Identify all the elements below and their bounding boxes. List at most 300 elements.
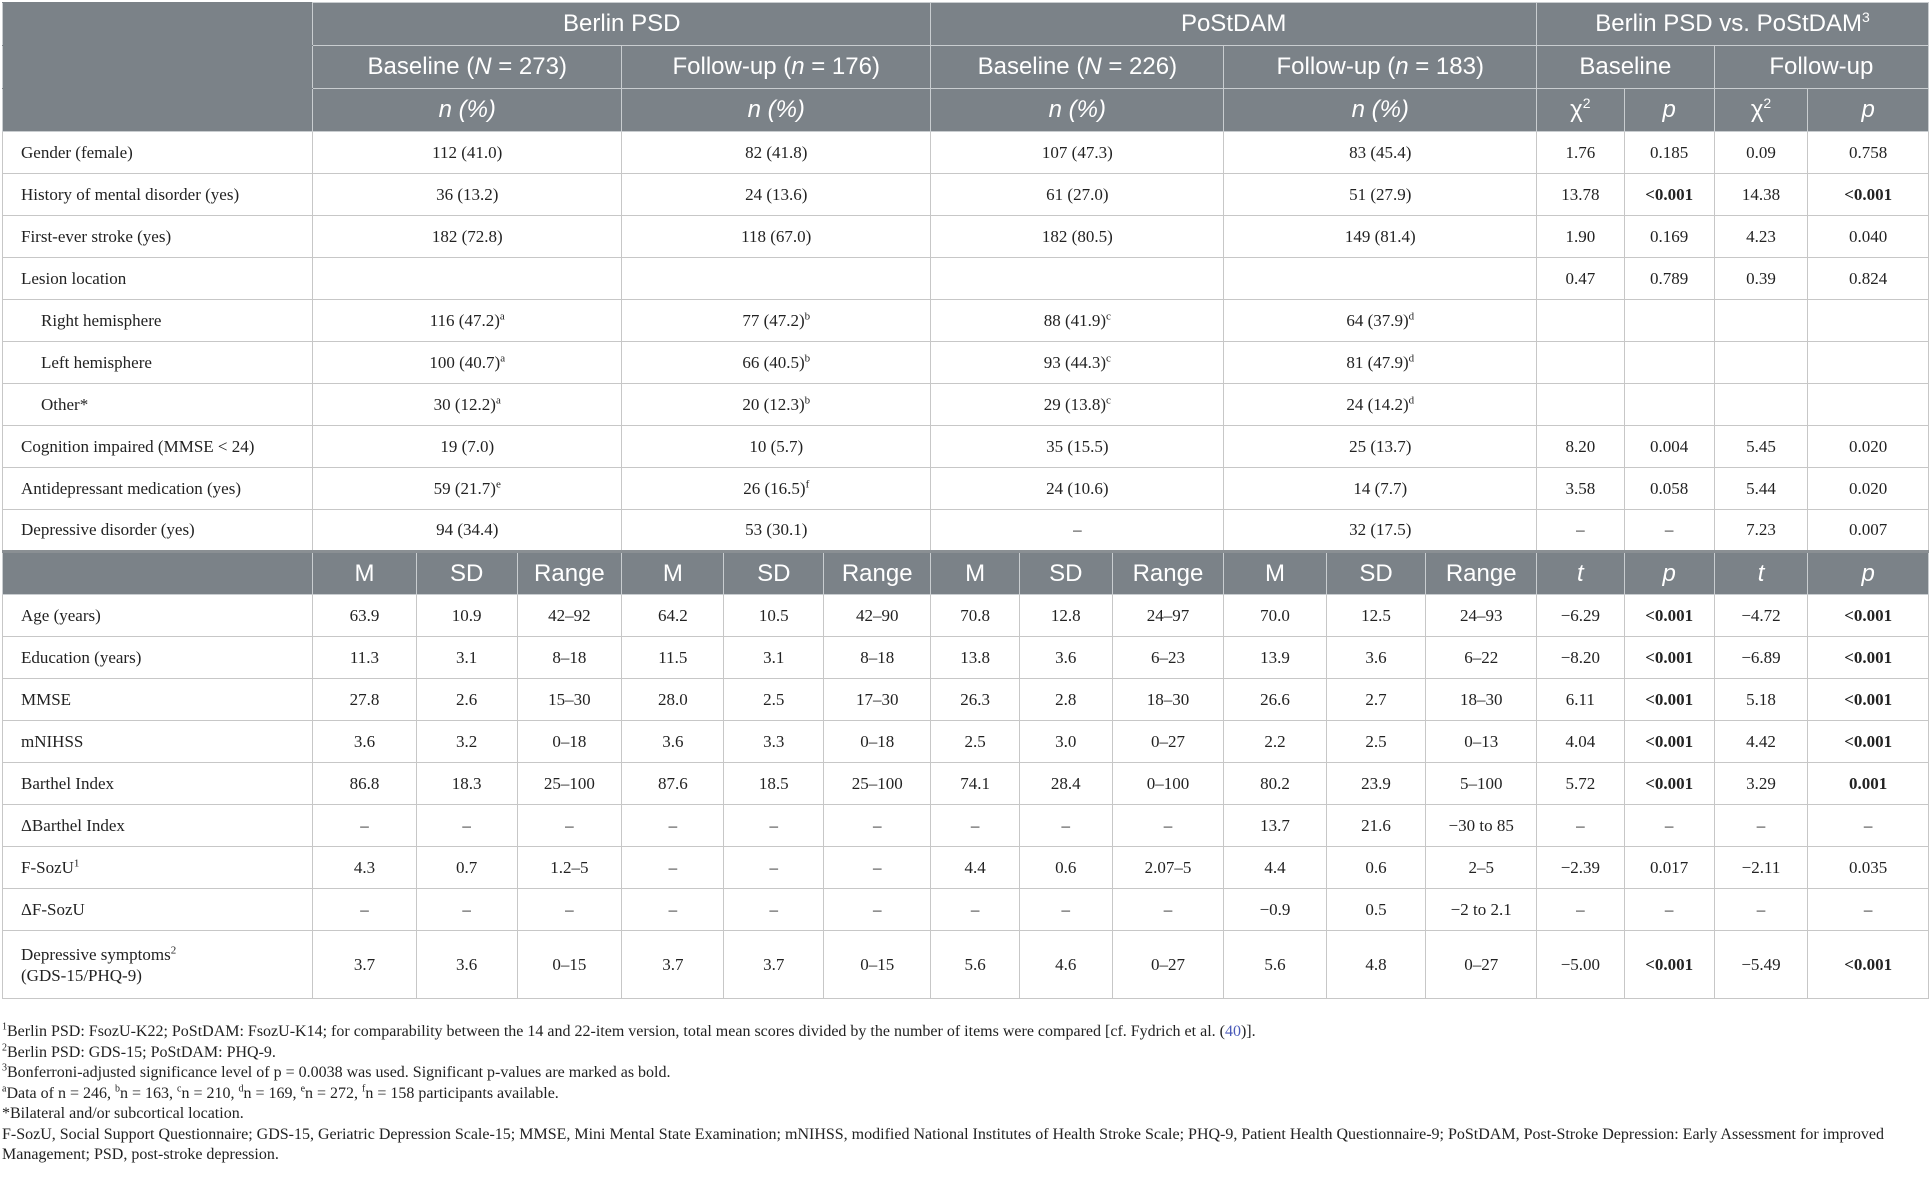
data-cell: 0.6: [1020, 847, 1112, 889]
data-cell: –: [1020, 889, 1112, 931]
data-cell: 6–22: [1426, 637, 1537, 679]
data-cell: 4.4: [931, 847, 1020, 889]
data-cell: <0.001: [1624, 637, 1714, 679]
data-cell: –: [622, 889, 724, 931]
data-cell: 13.7: [1224, 805, 1326, 847]
cell-p-value: 0.758: [1808, 132, 1929, 174]
data-cell: 21.6: [1326, 805, 1426, 847]
data-cell: –: [931, 889, 1020, 931]
cell-chi-square: [1537, 300, 1625, 342]
cell-chi-square: 14.38: [1714, 174, 1808, 216]
data-cell: 2.6: [416, 679, 517, 721]
cell-p-value: –: [1624, 510, 1714, 552]
cell-n-pct: 24 (13.6): [622, 174, 931, 216]
data-cell: 0.017: [1624, 847, 1714, 889]
header-corner: [3, 552, 313, 595]
data-cell: 18–30: [1112, 679, 1224, 721]
table-footnotes: [2, 1022, 1929, 1166]
subgroup-comparison-baseline: Baseline: [1537, 46, 1715, 89]
data-cell: <0.001: [1624, 595, 1714, 637]
cell-n-pct: 59 $(21.7)^e$: [313, 468, 622, 510]
data-cell: 70.0: [1224, 595, 1326, 637]
cell-n-pct: –: [931, 510, 1224, 552]
row-label: Education (years): [3, 637, 313, 679]
table-row: [3, 889, 1929, 931]
table-row: [3, 595, 1929, 637]
data-cell: 13.9: [1224, 637, 1326, 679]
cell-n-pct: 82 (41.8): [622, 132, 931, 174]
data-cell: 4.3: [313, 847, 416, 889]
header-corner: [3, 46, 313, 89]
data-cell: 70.8: [931, 595, 1020, 637]
table-row: [3, 300, 1929, 342]
table-row: [3, 426, 1929, 468]
table-row: [3, 174, 1929, 216]
data-cell: 3.7: [313, 931, 416, 999]
data-cell: –: [824, 889, 931, 931]
data-cell: –: [1624, 805, 1714, 847]
cell-chi-square: [1537, 342, 1625, 384]
table-row: [3, 468, 1929, 510]
cell-chi-square: 1.90: [1537, 216, 1625, 258]
group-postdam: PoStDAM: [931, 3, 1537, 46]
data-cell: –: [724, 805, 824, 847]
data-cell: 3.3: [724, 721, 824, 763]
cell-chi-square: 7.23: [1714, 510, 1808, 552]
data-cell: 64.2: [622, 595, 724, 637]
cell-chi-square: 3.58: [1537, 468, 1625, 510]
cell-chi-square: [1714, 342, 1808, 384]
cell-p-value: 0.824: [1808, 258, 1929, 300]
data-cell: 8–18: [824, 637, 931, 679]
data-cell: 24–93: [1426, 595, 1537, 637]
data-cell: 2.8: [1020, 679, 1112, 721]
data-cell: <0.001: [1808, 637, 1929, 679]
data-cell: 3.1: [724, 637, 824, 679]
data-cell: 74.1: [931, 763, 1020, 805]
data-cell: 4.4: [1224, 847, 1326, 889]
data-cell: –: [724, 847, 824, 889]
row-label: Age (years): [3, 595, 313, 637]
data-cell: 18–30: [1426, 679, 1537, 721]
data-cell: –: [824, 847, 931, 889]
cell-chi-square: 5.44: [1714, 468, 1808, 510]
data-cell: 0–15: [824, 931, 931, 999]
cell-chi-square: 0.47: [1537, 258, 1625, 300]
data-cell: 11.5: [622, 637, 724, 679]
data-cell: 63.9: [313, 595, 416, 637]
data-cell: 5.72: [1537, 763, 1625, 805]
header-sd: SD: [1020, 552, 1112, 595]
subgroup-postdam-baseline: Baseline (N = 226): [931, 46, 1224, 89]
data-cell: −2.39: [1537, 847, 1625, 889]
data-cell: 3.2: [416, 721, 517, 763]
data-cell: 4.42: [1714, 721, 1808, 763]
header-n-pct: n (%): [1224, 89, 1537, 132]
cell-chi-square: [1537, 384, 1625, 426]
data-cell: 0–18: [824, 721, 931, 763]
row-label: History of mental disorder (yes): [3, 174, 313, 216]
cell-n-pct: 14 (7.7): [1224, 468, 1537, 510]
data-cell: <0.001: [1808, 931, 1929, 999]
row-label: Cognition impaired (MMSE < 24): [3, 426, 313, 468]
data-cell: 3.1: [416, 637, 517, 679]
data-cell: 1.2–5: [517, 847, 622, 889]
data-cell: –: [1714, 889, 1808, 931]
header-row-subgroups: [3, 46, 1929, 89]
footnote-1: $^1$Berlin PSD: FsozU-K22; PoStDAM: FsozU-K14; for comparability between the 14 and 22-item version, total mean scores divided by the number of items were compared [cf. Fydrich et al. (40)].: [2, 1021, 1256, 1040]
data-cell: 11.3: [313, 637, 416, 679]
cell-chi-square: 13.78: [1537, 174, 1625, 216]
cell-chi-square: 1.76: [1537, 132, 1625, 174]
cell-chi-square: 0.39: [1714, 258, 1808, 300]
data-cell: <0.001: [1624, 763, 1714, 805]
header-m: M: [1224, 552, 1326, 595]
table-row: [3, 384, 1929, 426]
cell-n-pct: 66 $(40.5)^b$: [622, 342, 931, 384]
header-m: M: [622, 552, 724, 595]
header-p: p: [1808, 89, 1929, 132]
cell-p-value: 0.169: [1624, 216, 1714, 258]
footnote-2: $^2$Berlin PSD: GDS-15; PoStDAM: PHQ-9.: [2, 1042, 276, 1061]
row-label: Antidepressant medication (yes): [3, 468, 313, 510]
data-cell: 13.8: [931, 637, 1020, 679]
data-cell: −6.29: [1537, 595, 1625, 637]
header-range: Range: [1112, 552, 1224, 595]
data-cell: –: [724, 889, 824, 931]
cell-n-pct: 32 (17.5): [1224, 510, 1537, 552]
cell-n-pct: 93 $(44.3)^c$: [931, 342, 1224, 384]
header-sd: SD: [416, 552, 517, 595]
footnote-3: $^3$Bonferroni-adjusted significance level of p = 0.0038 was used. Significant p-values are marked as bold.: [2, 1062, 671, 1081]
data-cell: 23.9: [1326, 763, 1426, 805]
data-cell: –: [1112, 889, 1224, 931]
data-cell: –: [1808, 889, 1929, 931]
data-cell: 18.3: [416, 763, 517, 805]
table-row: [3, 805, 1929, 847]
data-cell: 18.5: [724, 763, 824, 805]
row-label: ΔBarthel Index: [3, 805, 313, 847]
cell-n-pct: 81 $(47.9)^d$: [1224, 342, 1537, 384]
table-container: [2, 2, 1929, 999]
data-cell: –: [313, 889, 416, 931]
cell-n-pct: 107 (47.3): [931, 132, 1224, 174]
data-cell: –: [517, 805, 622, 847]
cell-p-value: [1808, 300, 1929, 342]
data-cell: –: [416, 889, 517, 931]
table-row: [3, 931, 1929, 999]
data-cell: 2.5: [1326, 721, 1426, 763]
header-m: M: [313, 552, 416, 595]
header-corner: [3, 3, 313, 46]
row-label: mNIHSS: [3, 721, 313, 763]
data-cell: 0.5: [1326, 889, 1426, 931]
cell-chi-square: 5.45: [1714, 426, 1808, 468]
cell-n-pct: 100 $(40.7)^a$: [313, 342, 622, 384]
header-sd: SD: [1326, 552, 1426, 595]
cell-p-value: 0.058: [1624, 468, 1714, 510]
data-cell: 0–27: [1112, 721, 1224, 763]
cell-n-pct: [313, 258, 622, 300]
table-row: [3, 637, 1929, 679]
cell-n-pct: 64 $(37.9)^d$: [1224, 300, 1537, 342]
data-cell: 8–18: [517, 637, 622, 679]
data-cell: −30 to 85: [1426, 805, 1537, 847]
data-cell: 0–27: [1426, 931, 1537, 999]
data-cell: 26.3: [931, 679, 1020, 721]
data-cell: 25–100: [517, 763, 622, 805]
data-cell: 4.6: [1020, 931, 1112, 999]
cell-n-pct: 149 (81.4): [1224, 216, 1537, 258]
data-cell: 2.5: [724, 679, 824, 721]
data-cell: 28.0: [622, 679, 724, 721]
cell-p-value: [1624, 342, 1714, 384]
cell-n-pct: 61 (27.0): [931, 174, 1224, 216]
header-p: p: [1624, 552, 1714, 595]
group-comparison: Berlin PSD vs. PoStDAM$^3$: [1537, 3, 1929, 46]
cell-p-value: 0.040: [1808, 216, 1929, 258]
data-cell: 0.6: [1326, 847, 1426, 889]
data-cell: 3.29: [1714, 763, 1808, 805]
data-cell: 2.7: [1326, 679, 1426, 721]
header-range: Range: [517, 552, 622, 595]
data-cell: 4.04: [1537, 721, 1625, 763]
data-cell: 2–5: [1426, 847, 1537, 889]
data-cell: 42–90: [824, 595, 931, 637]
subgroup-berlin-followup: Follow-up (n = 176): [622, 46, 931, 89]
data-cell: −5.49: [1714, 931, 1808, 999]
cell-n-pct: 53 (30.1): [622, 510, 931, 552]
data-cell: 3.7: [724, 931, 824, 999]
subgroup-berlin-baseline: Baseline (N = 273): [313, 46, 622, 89]
data-cell: 3.0: [1020, 721, 1112, 763]
row-label: Other*: [3, 384, 313, 426]
data-cell: −2 to 2.1: [1426, 889, 1537, 931]
table-row: [3, 763, 1929, 805]
data-cell: 28.4: [1020, 763, 1112, 805]
data-cell: 12.5: [1326, 595, 1426, 637]
data-cell: 24–97: [1112, 595, 1224, 637]
cell-p-value: [1808, 384, 1929, 426]
data-cell: –: [1808, 805, 1929, 847]
cell-n-pct: 19 (7.0): [313, 426, 622, 468]
data-cell: 6.11: [1537, 679, 1625, 721]
data-cell: 3.6: [1326, 637, 1426, 679]
data-cell: 2.2: [1224, 721, 1326, 763]
data-cell: –: [622, 847, 724, 889]
cell-p-value: 0.004: [1624, 426, 1714, 468]
reference-link[interactable]: 40: [1224, 1023, 1241, 1040]
cell-n-pct: 116 $(47.2)^a$: [313, 300, 622, 342]
data-cell: 87.6: [622, 763, 724, 805]
header-chi-square: $\chi^2$: [1714, 89, 1808, 132]
header-sd: SD: [724, 552, 824, 595]
cell-p-value: 0.789: [1624, 258, 1714, 300]
data-cell: –: [1624, 889, 1714, 931]
data-cell: –: [824, 805, 931, 847]
cell-chi-square: 0.09: [1714, 132, 1808, 174]
data-cell: –: [931, 805, 1020, 847]
cell-p-value: 0.020: [1808, 468, 1929, 510]
data-cell: 80.2: [1224, 763, 1326, 805]
header-row-continuous: [3, 552, 1929, 595]
header-chi-square: $\chi^2$: [1537, 89, 1625, 132]
table-row: [3, 342, 1929, 384]
cell-n-pct: [1224, 258, 1537, 300]
data-cell: 10.5: [724, 595, 824, 637]
cell-p-value: 0.020: [1808, 426, 1929, 468]
row-label: F-SozU$^1$: [3, 847, 313, 889]
cell-chi-square: 8.20: [1537, 426, 1625, 468]
data-cell: –: [313, 805, 416, 847]
cell-p-value: <0.001: [1808, 174, 1929, 216]
data-cell: –: [622, 805, 724, 847]
header-p: p: [1624, 89, 1714, 132]
data-cell: <0.001: [1624, 679, 1714, 721]
subgroup-comparison-followup: Follow-up: [1714, 46, 1928, 89]
data-cell: 10.9: [416, 595, 517, 637]
data-cell: 5.18: [1714, 679, 1808, 721]
data-cell: 0.001: [1808, 763, 1929, 805]
cell-n-pct: 24 (10.6): [931, 468, 1224, 510]
data-cell: 12.8: [1020, 595, 1112, 637]
table-row: [3, 847, 1929, 889]
header-range: Range: [1426, 552, 1537, 595]
data-cell: 26.6: [1224, 679, 1326, 721]
data-cell: 3.6: [313, 721, 416, 763]
data-cell: –: [1537, 889, 1625, 931]
data-cell: 5.6: [931, 931, 1020, 999]
table-row: [3, 721, 1929, 763]
data-cell: 5.6: [1224, 931, 1326, 999]
cell-n-pct: 20 $(12.3)^b$: [622, 384, 931, 426]
cell-p-value: [1808, 342, 1929, 384]
row-label: Right hemisphere: [3, 300, 313, 342]
data-cell: 5–100: [1426, 763, 1537, 805]
data-cell: −6.89: [1714, 637, 1808, 679]
data-cell: −8.20: [1537, 637, 1625, 679]
data-cell: 0–27: [1112, 931, 1224, 999]
header-row-groups: [3, 3, 1929, 46]
data-cell: 0–100: [1112, 763, 1224, 805]
data-cell: 2.07–5: [1112, 847, 1224, 889]
data-cell: −2.11: [1714, 847, 1808, 889]
data-cell: <0.001: [1808, 595, 1929, 637]
data-cell: 86.8: [313, 763, 416, 805]
cell-n-pct: 182 (80.5): [931, 216, 1224, 258]
cell-p-value: <0.001: [1624, 174, 1714, 216]
header-t: t: [1714, 552, 1808, 595]
data-cell: 2.5: [931, 721, 1020, 763]
cell-n-pct: 112 (41.0): [313, 132, 622, 174]
cell-p-value: 0.007: [1808, 510, 1929, 552]
header-n-pct: n (%): [313, 89, 622, 132]
data-cell: 42–92: [517, 595, 622, 637]
data-cell: 3.6: [622, 721, 724, 763]
cell-n-pct: 83 (45.4): [1224, 132, 1537, 174]
cell-n-pct: 77 $(47.2)^b$: [622, 300, 931, 342]
cell-chi-square: [1714, 384, 1808, 426]
data-cell: 3.6: [416, 931, 517, 999]
row-label: Gender (female): [3, 132, 313, 174]
data-cell: <0.001: [1624, 931, 1714, 999]
row-label: ΔF-SozU: [3, 889, 313, 931]
data-cell: −5.00: [1537, 931, 1625, 999]
cell-n-pct: 30 $(12.2)^a$: [313, 384, 622, 426]
header-range: Range: [824, 552, 931, 595]
data-cell: 3.7: [622, 931, 724, 999]
row-label: Lesion location: [3, 258, 313, 300]
cell-p-value: [1624, 384, 1714, 426]
data-cell: 27.8: [313, 679, 416, 721]
cell-n-pct: 88 $(41.9)^c$: [931, 300, 1224, 342]
data-cell: <0.001: [1808, 721, 1929, 763]
footnote-star: *Bilateral and/or subcortical location.: [2, 1105, 244, 1122]
cell-chi-square: 4.23: [1714, 216, 1808, 258]
data-cell: 6–23: [1112, 637, 1224, 679]
cell-n-pct: 118 (67.0): [622, 216, 931, 258]
data-cell: 0–18: [517, 721, 622, 763]
cell-n-pct: 36 (13.2): [313, 174, 622, 216]
data-cell: –: [517, 889, 622, 931]
cell-n-pct: 94 (34.4): [313, 510, 622, 552]
row-label: MMSE: [3, 679, 313, 721]
header-n-pct: n (%): [931, 89, 1224, 132]
results-table: [2, 2, 1929, 999]
footnote-abbreviations: F-SozU, Social Support Questionnaire; GDS-15, Geriatric Depression Scale-15; MMSE, Mini Mental State Examination; mNIHSS, modified National Institutes of Health Stroke Scale; PHQ-9, Patient Health Questionnaire-9; PoStDAM, Post-Stroke Depression: Early Assessment for improved Management; PSD, post-stroke depression.: [2, 1125, 1884, 1163]
cell-n-pct: 29 $(13.8)^c$: [931, 384, 1224, 426]
data-cell: –: [1112, 805, 1224, 847]
table-row: [3, 258, 1929, 300]
data-cell: –: [1537, 805, 1625, 847]
data-cell: –: [1020, 805, 1112, 847]
table-row: [3, 216, 1929, 258]
cell-n-pct: 26 $(16.5)^f$: [622, 468, 931, 510]
row-label: Left hemisphere: [3, 342, 313, 384]
data-cell: 0.7: [416, 847, 517, 889]
cell-p-value: 0.185: [1624, 132, 1714, 174]
cell-n-pct: 10 (5.7): [622, 426, 931, 468]
group-berlin-psd: Berlin PSD: [313, 3, 931, 46]
header-p: p: [1808, 552, 1929, 595]
table-row: [3, 510, 1929, 552]
row-label: Depressive symptoms$^2$ (GDS-15/PHQ-9): [3, 931, 313, 999]
row-label: Barthel Index: [3, 763, 313, 805]
cell-n-pct: 35 (15.5): [931, 426, 1224, 468]
header-m: M: [931, 552, 1020, 595]
cell-n-pct: 24 $(14.2)^d$: [1224, 384, 1537, 426]
cell-n-pct: 51 (27.9): [1224, 174, 1537, 216]
data-cell: <0.001: [1808, 679, 1929, 721]
header-t: t: [1537, 552, 1625, 595]
data-cell: 0.035: [1808, 847, 1929, 889]
cell-n-pct: [622, 258, 931, 300]
data-cell: −0.9: [1224, 889, 1326, 931]
cell-chi-square: –: [1537, 510, 1625, 552]
subgroup-postdam-followup: Follow-up (n = 183): [1224, 46, 1537, 89]
header-n-pct: n (%): [622, 89, 931, 132]
footnote-sample-sizes: $^a$Data of n = 246, $^b$n = 163, $^c$n = 210, $^d$n = 169, $^e$n = 272, $^f$n = 158 participants available.: [2, 1083, 559, 1102]
cell-n-pct: [931, 258, 1224, 300]
cell-n-pct: 25 (13.7): [1224, 426, 1537, 468]
data-cell: 25–100: [824, 763, 931, 805]
data-cell: −4.72: [1714, 595, 1808, 637]
header-corner: [3, 89, 313, 132]
cell-p-value: [1624, 300, 1714, 342]
row-label: First-ever stroke (yes): [3, 216, 313, 258]
data-cell: <0.001: [1624, 721, 1714, 763]
data-cell: –: [416, 805, 517, 847]
